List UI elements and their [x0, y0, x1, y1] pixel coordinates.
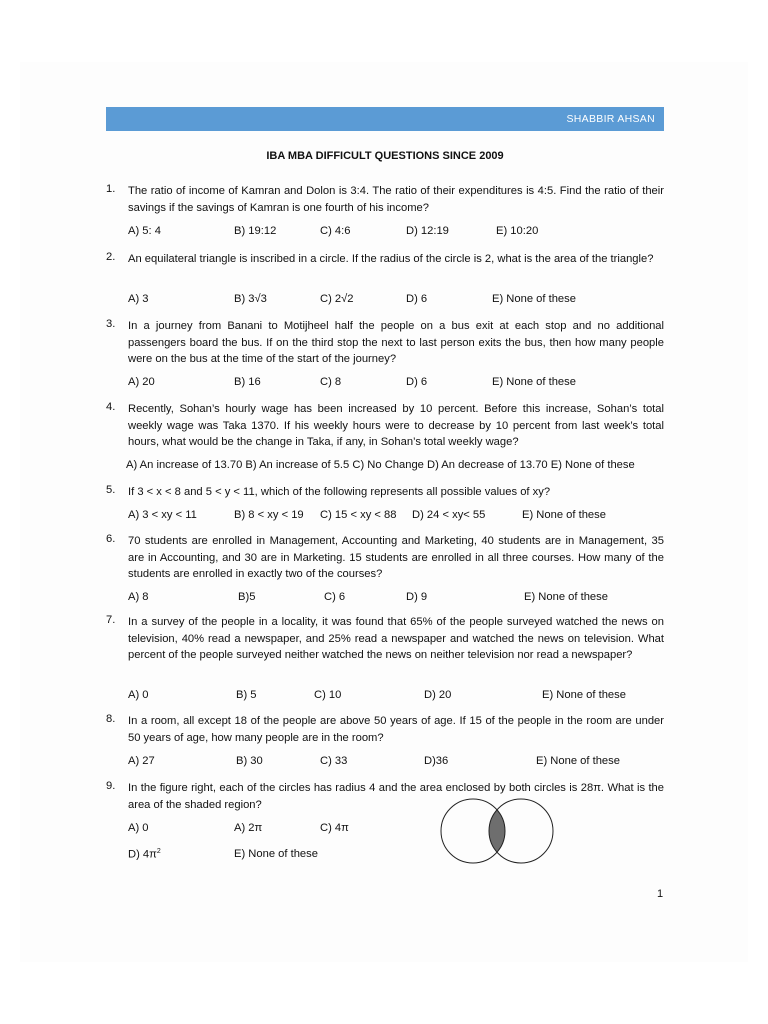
option: B)5 [238, 591, 256, 603]
option: B) 8 < xy < 19 [234, 509, 304, 521]
option: E) None of these [524, 591, 608, 603]
option: E) 10:20 [496, 225, 539, 237]
option: A) 3 < xy < 11 [128, 509, 197, 521]
option: D)36 [424, 755, 449, 767]
option: D) 6 [406, 376, 428, 388]
option: B) 30 [236, 755, 263, 767]
options-row [128, 822, 664, 838]
question-number: 7. [106, 614, 116, 626]
question-text: If 3 < x < 8 and 5 < y < 11, which of the following represents all possible values of xy? [128, 486, 551, 498]
option: C) 8 [320, 376, 342, 388]
question-number: 9. [106, 780, 116, 792]
option: A) 27 [128, 755, 155, 767]
question-number: 8. [106, 713, 116, 725]
question-number: 1. [106, 183, 116, 195]
option: B) 16 [234, 376, 261, 388]
question-text: In the figure right, each of the circles has radius 4 and the area enclosed by both circles is 28π. What is the area of the shaded region? [128, 782, 664, 811]
options-row [128, 293, 664, 309]
question-number: 4. [106, 401, 116, 413]
question-text: 70 students are enrolled in Management, Accounting and Marketing, 40 students are in Management, 35 are in Accounting, and 30 are in Marketing. 15 students are enrolled in all three courses. How many of the students are enrolled in exactly two of the courses? [128, 535, 664, 580]
question-text: In a journey from Banani to Motijheel half the people on a bus exit at each stop and no additional passengers board the bus. If on the third stop the next to last person exits the bus, then how many people were on the bus at the time of the start of the journey? [128, 320, 664, 365]
option: B) 5 [236, 689, 257, 701]
option: C) 15 < xy < 88 [320, 509, 397, 521]
options-row [128, 509, 664, 525]
option: B) 3√3 [234, 293, 267, 305]
option: E) None of these [536, 755, 620, 767]
option-text: D) 4π [128, 848, 157, 861]
exponent: 2 [156, 848, 161, 855]
option: C) 2√2 [320, 293, 354, 305]
header-bar [106, 107, 664, 131]
option: C) 33 [320, 755, 348, 767]
option: E) None of these [542, 689, 626, 701]
option: A) 8 [128, 591, 149, 603]
option: A) 5: 4 [128, 225, 161, 237]
option: D) 6 [406, 293, 428, 305]
option: D) 12:19 [406, 225, 449, 237]
option: C) 4:6 [320, 225, 351, 237]
option: D) 20 [424, 689, 452, 701]
option [128, 848, 161, 861]
venn-diagram-figure [440, 798, 554, 864]
option: E) None of these [492, 293, 576, 305]
option: D) 24 < xy< 55 [412, 509, 486, 521]
option: A) 20 [128, 376, 155, 388]
option: A) 3 [128, 293, 149, 305]
option: A) 0 [128, 822, 149, 834]
option: E) None of these [492, 376, 576, 388]
question-text: Recently, Sohan’s hourly wage has been increased by 10 percent. Before this increase, Sohan’s total weekly wage was Taka 1370. If his weekly hours were to decrease by 10 percent from last week’s total hours, what would be the change in Taka, if any, in Sohan’s total weekly wage? [128, 403, 664, 448]
options-row [128, 591, 664, 607]
option: A) An increase of 13.70 B) An increase of 5.5 C) No Change D) An decrease of 13.70 E) None of these [126, 459, 635, 471]
option: E) None of these [234, 848, 318, 860]
option: A) 2π [234, 822, 263, 834]
options-row [126, 459, 662, 475]
question-text: In a room, all except 18 of the people are above 50 years of age. If 15 of the people in the room are under 50 years of age, how many people are in the room? [128, 715, 664, 744]
option: C) 4π [320, 822, 349, 834]
document-title: IBA MBA DIFFICULT QUESTIONS SINCE 2009 [266, 150, 504, 162]
question-text: An equilateral triangle is inscribed in a circle. If the radius of the circle is 2, what is the area of the triangle? [128, 253, 654, 265]
question-text: In a survey of the people in a locality, it was found that 65% of the people surveyed watched the news on television, 40% read a newspaper, and 25% read a newspaper and watched the news on television. What percent of the people surveyed neither watched the news on neither television nor read a newspaper? [128, 616, 664, 661]
options-row [128, 689, 664, 705]
author-name: SHABBIR AHSAN [566, 113, 655, 125]
options-row [128, 376, 664, 392]
question-number: 5. [106, 484, 116, 496]
page-number: 1 [657, 888, 664, 900]
option: D) 9 [406, 591, 428, 603]
options-row [128, 848, 664, 864]
options-row [128, 225, 664, 241]
question-number: 3. [106, 318, 116, 330]
option: E) None of these [522, 509, 606, 521]
option: C) 6 [324, 591, 346, 603]
option: B) 19:12 [234, 225, 277, 237]
question-number: 2. [106, 251, 116, 263]
options-row [128, 755, 664, 771]
question-text: The ratio of income of Kamran and Dolon is 3:4. The ratio of their expenditures is 4:5. Find the ratio of their savings if the savings of Kamran is one fourth of his income? [128, 185, 664, 214]
question-number: 6. [106, 533, 116, 545]
option: A) 0 [128, 689, 149, 701]
option: C) 10 [314, 689, 342, 701]
